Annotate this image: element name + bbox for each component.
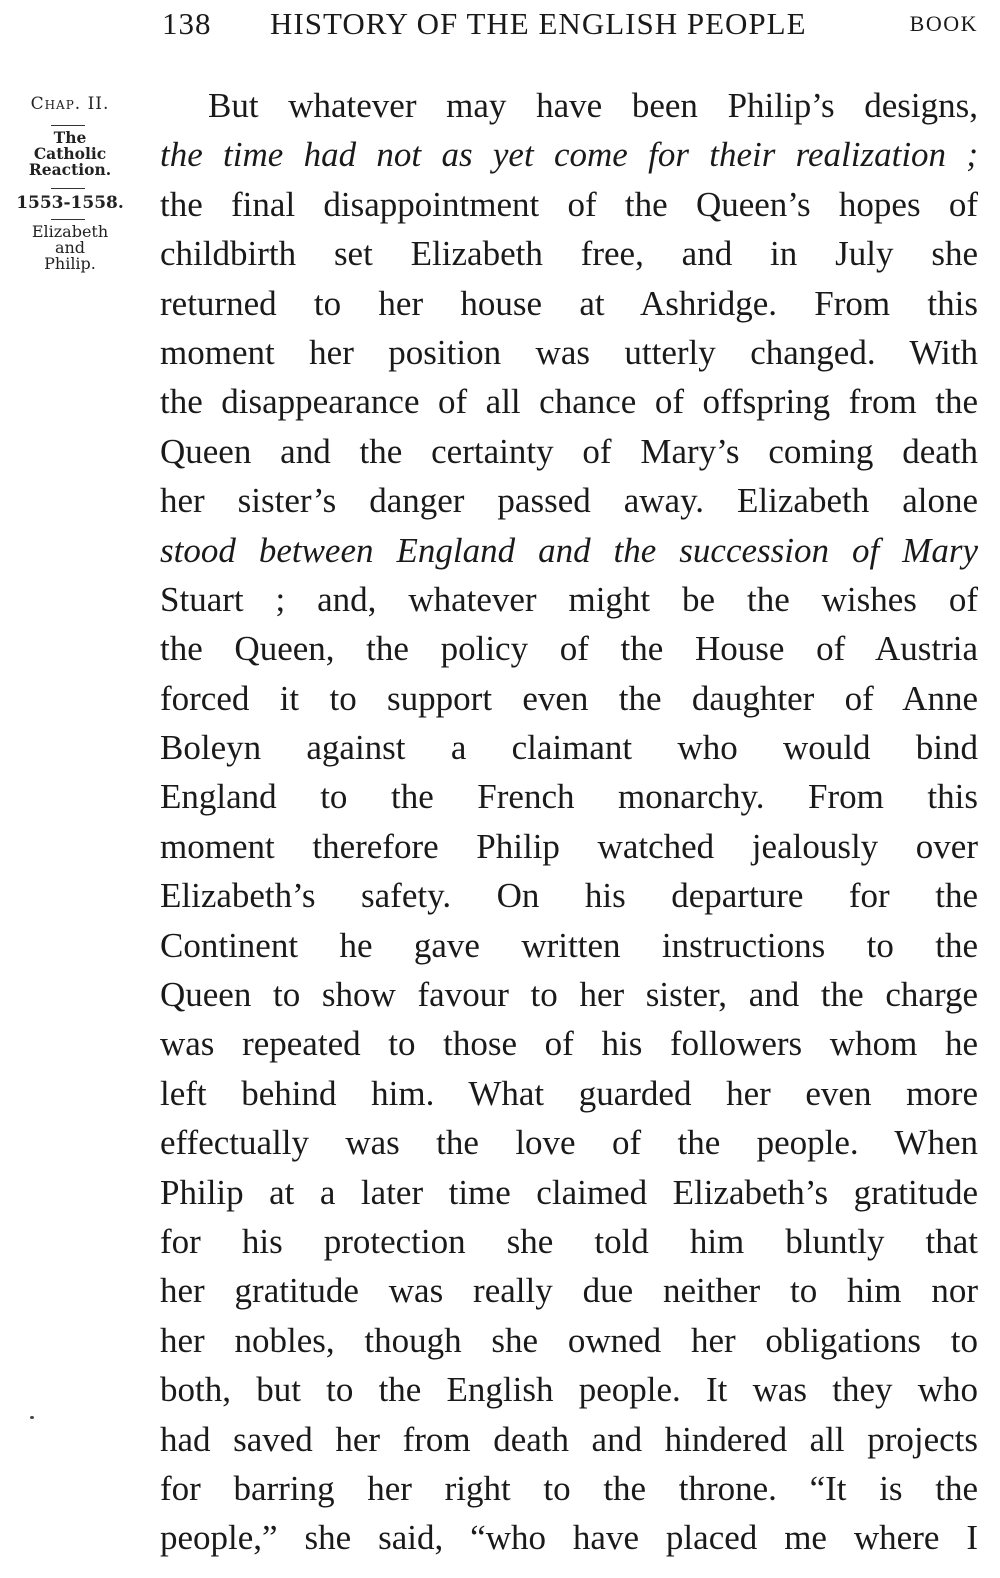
body-line: Queen and the certainty of Mary’s coming death xyxy=(160,431,978,471)
body-line: effectually was the love of the people. When xyxy=(160,1123,978,1163)
body-line: England to the French monarchy. From this xyxy=(160,777,978,817)
body-line: forced it to support even the daughter of Anne xyxy=(160,678,978,718)
margin-section-title-1: The xyxy=(53,128,87,147)
body-line: the disappearance of all chance of offspring from the xyxy=(160,382,978,422)
body-line: moment her position was utterly changed. With xyxy=(160,332,978,372)
body-line: people,” she said, “who have placed me where I xyxy=(160,1518,978,1558)
body-line: Boleyn against a claimant who would bind xyxy=(160,728,978,768)
body-line: left behind him. What guarded her even more xyxy=(160,1073,978,1113)
margin-years: 1553-1558. xyxy=(16,193,124,213)
body-text xyxy=(160,81,978,1563)
body-line: both, but to the English people. It was they who xyxy=(160,1370,978,1410)
body-line: childbirth set Elizabeth free, and in July she xyxy=(160,234,978,274)
margin-topic-1: Elizabeth xyxy=(31,222,109,241)
body-line: her sister’s danger passed away. Elizabeth alone xyxy=(160,481,978,521)
margin-notes xyxy=(0,93,148,272)
margin-section-title-2: Catholic xyxy=(33,144,107,163)
body-line: for his protection she told him bluntly that xyxy=(160,1221,978,1261)
body-line: the Queen, the policy of the House of Austria xyxy=(160,629,978,669)
body-line: Stuart ; and, whatever might be the wishes of xyxy=(160,579,978,619)
margin-rule xyxy=(51,219,85,220)
body-line-text: the time had not as yet come for their realization ; xyxy=(160,135,978,175)
body-line: was repeated to those of his followers whom he xyxy=(160,1024,978,1064)
body-line: But whatever may have been Philip’s designs, xyxy=(208,86,978,125)
page-number: 138 xyxy=(162,6,212,41)
body-line-italic xyxy=(160,130,978,179)
body-line: Queen to show favour to her sister, and the charge xyxy=(160,975,978,1015)
body-line: Elizabeth’s safety. On his departure for the xyxy=(160,876,978,916)
running-head xyxy=(0,6,1000,46)
running-title: HISTORY OF THE ENGLISH PEOPLE xyxy=(270,6,807,41)
body-line: moment therefore Philip watched jealously over xyxy=(160,826,978,866)
margin-topic-3: Philip. xyxy=(44,254,96,273)
body-line: Philip at a later time claimed Elizabeth’s gratitude xyxy=(160,1172,978,1212)
body-line: for barring her right to the throne. “It is the xyxy=(160,1468,978,1508)
margin-topic-2: and xyxy=(54,238,86,257)
body-line: had saved her from death and hindered all projects xyxy=(160,1419,978,1459)
running-book-label: BOOK xyxy=(909,11,978,36)
body-line-italic xyxy=(160,526,978,575)
margin-rule xyxy=(51,188,85,189)
margin-rule xyxy=(51,125,85,126)
body-line-text: stood between England and the succession of Mary xyxy=(160,530,978,570)
body-line: her gratitude was really due neither to him nor xyxy=(160,1271,978,1311)
body-line: her nobles, though she owned her obligations to xyxy=(160,1320,978,1360)
ink-speck xyxy=(30,1416,34,1419)
margin-chapter: Chap. II. xyxy=(30,94,110,114)
body-line: returned to her house at Ashridge. From this xyxy=(160,283,978,323)
body-line: the final disappointment of the Queen’s hopes of xyxy=(160,184,978,224)
margin-section-title-3: Reaction. xyxy=(28,160,112,179)
body-line: Continent he gave written instructions to the xyxy=(160,925,978,965)
